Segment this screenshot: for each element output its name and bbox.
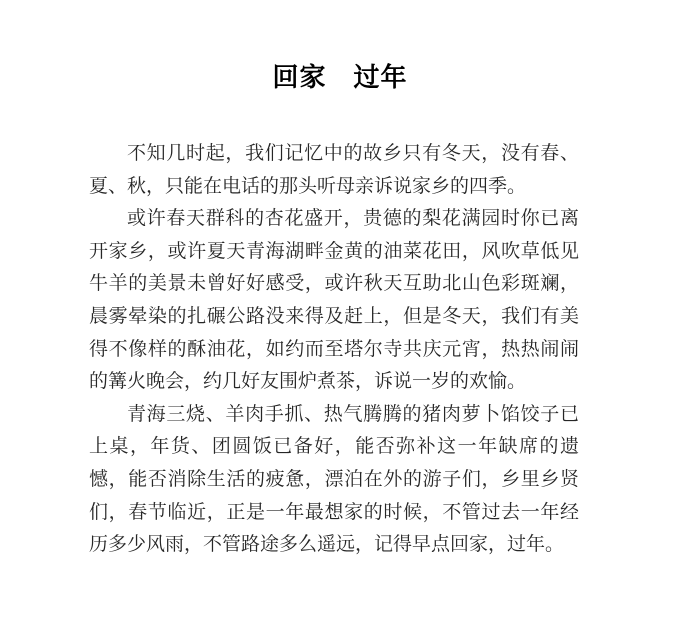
paragraph: 或许春天群科的杏花盛开，贵德的梨花满园时你已离开家乡，或许夏天青海湖畔金黄的油菜花田，风吹草低见牛羊的美景未曾好好感受，或许秋天互助北山色彩斑斓，晨雾晕染的扎碾公路没来得及赶上，但是冬天，我们有美得不像样的酥油花，如约而至塔尔寺共庆元宵，热热闹闹的篝火晚会，约几好友围炉煮茶，诉说一岁的欢愉。 [89,208,579,393]
paragraph: 不知几时起，我们记忆中的故乡只有冬天，没有春、夏、秋，只能在电话的那头听母亲诉说家乡的四季。 [89,143,579,197]
document-title: 回家 过年 [272,63,408,92]
document-body [89,138,579,562]
paragraph: 青海三烧、羊肉手抓、热气腾腾的猪肉萝卜馅饺子已上桌，年货、团圆饭已备好，能否弥补这一年缺席的遗憾，能否消除生活的疲惫，漂泊在外的游子们，乡里乡贤们，春节临近，正是一年最想家的时候，不管过去一年经历多少风雨，不管路途多么遥远，记得早点回家，过年。 [89,403,579,556]
